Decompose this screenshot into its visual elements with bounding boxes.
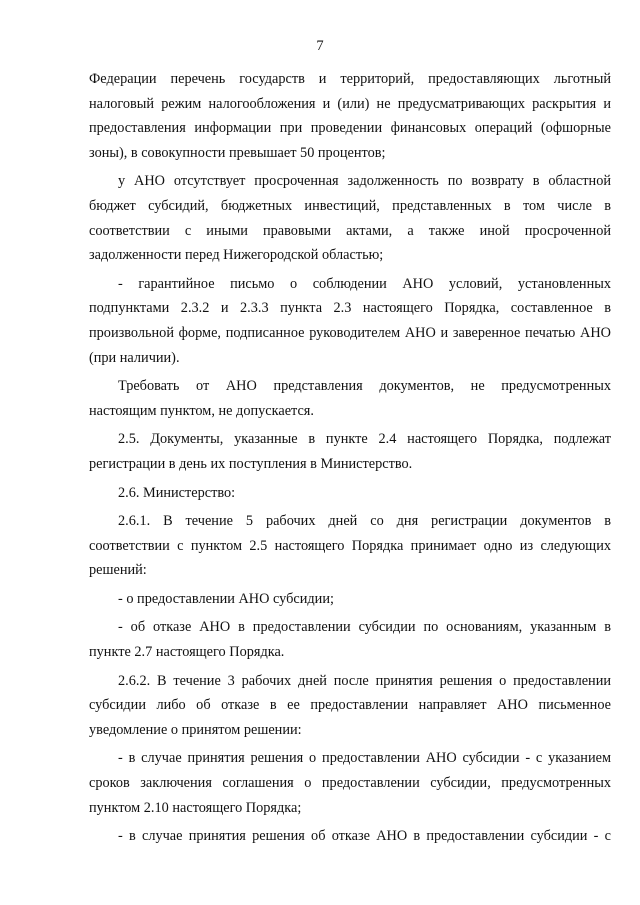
paragraph [89,824,611,849]
text-line: настоящим пунктом, не допускается. [89,402,314,419]
text-line: - об отказе АНО в предоставлении субсидии по основаниям, указанным в [118,619,611,636]
paragraph [89,67,611,165]
paragraph [89,427,611,476]
text-line: задолженности перед Нижегородской областью; [89,247,384,264]
text-line: бюджет субсидий, бюджетных инвестиций, представленных в том числе в [89,197,611,214]
text-line: Требовать от АНО представления документов, не предусмотренных [118,378,611,395]
text-line: Федерации перечень государств и территорий, предоставляющих льготный [89,71,611,87]
paragraph [89,272,611,370]
text-line: уведомление о принятом решении: [89,721,302,738]
text-line: произвольной форме, подписанное руководителем АНО и заверенное печатью АНО [89,324,611,341]
text-line: (при наличии). [89,349,180,366]
text-line: решений: [89,562,147,579]
text-line: соответствии с иными правовыми актами, а также иной просроченной [89,222,611,239]
text-line: соответствии с пунктом 2.5 настоящего Порядка принимает одно из следующих [89,537,611,554]
text-line: пункте 2.7 настоящего Порядка. [89,644,285,661]
text-line: 2.6.2. В течение 3 рабочих дней после принятия решения о предоставлении [118,672,611,689]
text-line: 2.5. Документы, указанные в пункте 2.4 настоящего Порядка, подлежат [118,431,611,448]
paragraph [89,374,611,423]
text-line: - в случае принятия решения об отказе АНО в предоставлении субсидии - с [118,828,611,845]
text-line: пунктом 2.10 настоящего Порядка; [89,799,302,816]
text-line: регистрации в день их поступления в Министерство. [89,455,413,472]
paragraph [89,169,611,267]
text-line: 2.6.1. В течение 5 рабочих дней со дня регистрации документов в [118,513,611,530]
document-body [89,67,611,853]
paragraph [89,615,611,664]
paragraph [89,587,611,612]
page-number: 7 [316,38,324,54]
paragraph [89,669,611,743]
text-line: у АНО отсутствует просроченная задолженность по возврату в областной [118,173,611,190]
paragraph [89,509,611,583]
text-line: налоговый режим налогообложения и (или) не предусматривающих раскрытия и [89,95,611,112]
text-line: предоставления информации при проведении финансовых операций (офшорные [89,120,611,137]
text-line: сроков заключения соглашения о предоставлении субсидии, предусмотренных [89,775,611,792]
paragraph [89,481,611,506]
text-line: подпунктами 2.3.2 и 2.3.3 пункта 2.3 настоящего Порядка, составленное в [89,300,611,317]
text-line: - о предоставлении АНО субсидии; [118,590,334,607]
paragraph [89,746,611,820]
text-line: - в случае принятия решения о предоставлении АНО субсидии - с указанием [118,750,611,767]
text-line: зоны), в совокупности превышает 50 процентов; [89,144,386,161]
text-line: 2.6. Министерство: [118,484,236,501]
text-line: субсидии либо об отказе в ее предоставлении направляет АНО письменное [89,697,611,714]
text-line: - гарантийное письмо о соблюдении АНО условий, установленных [118,275,611,292]
